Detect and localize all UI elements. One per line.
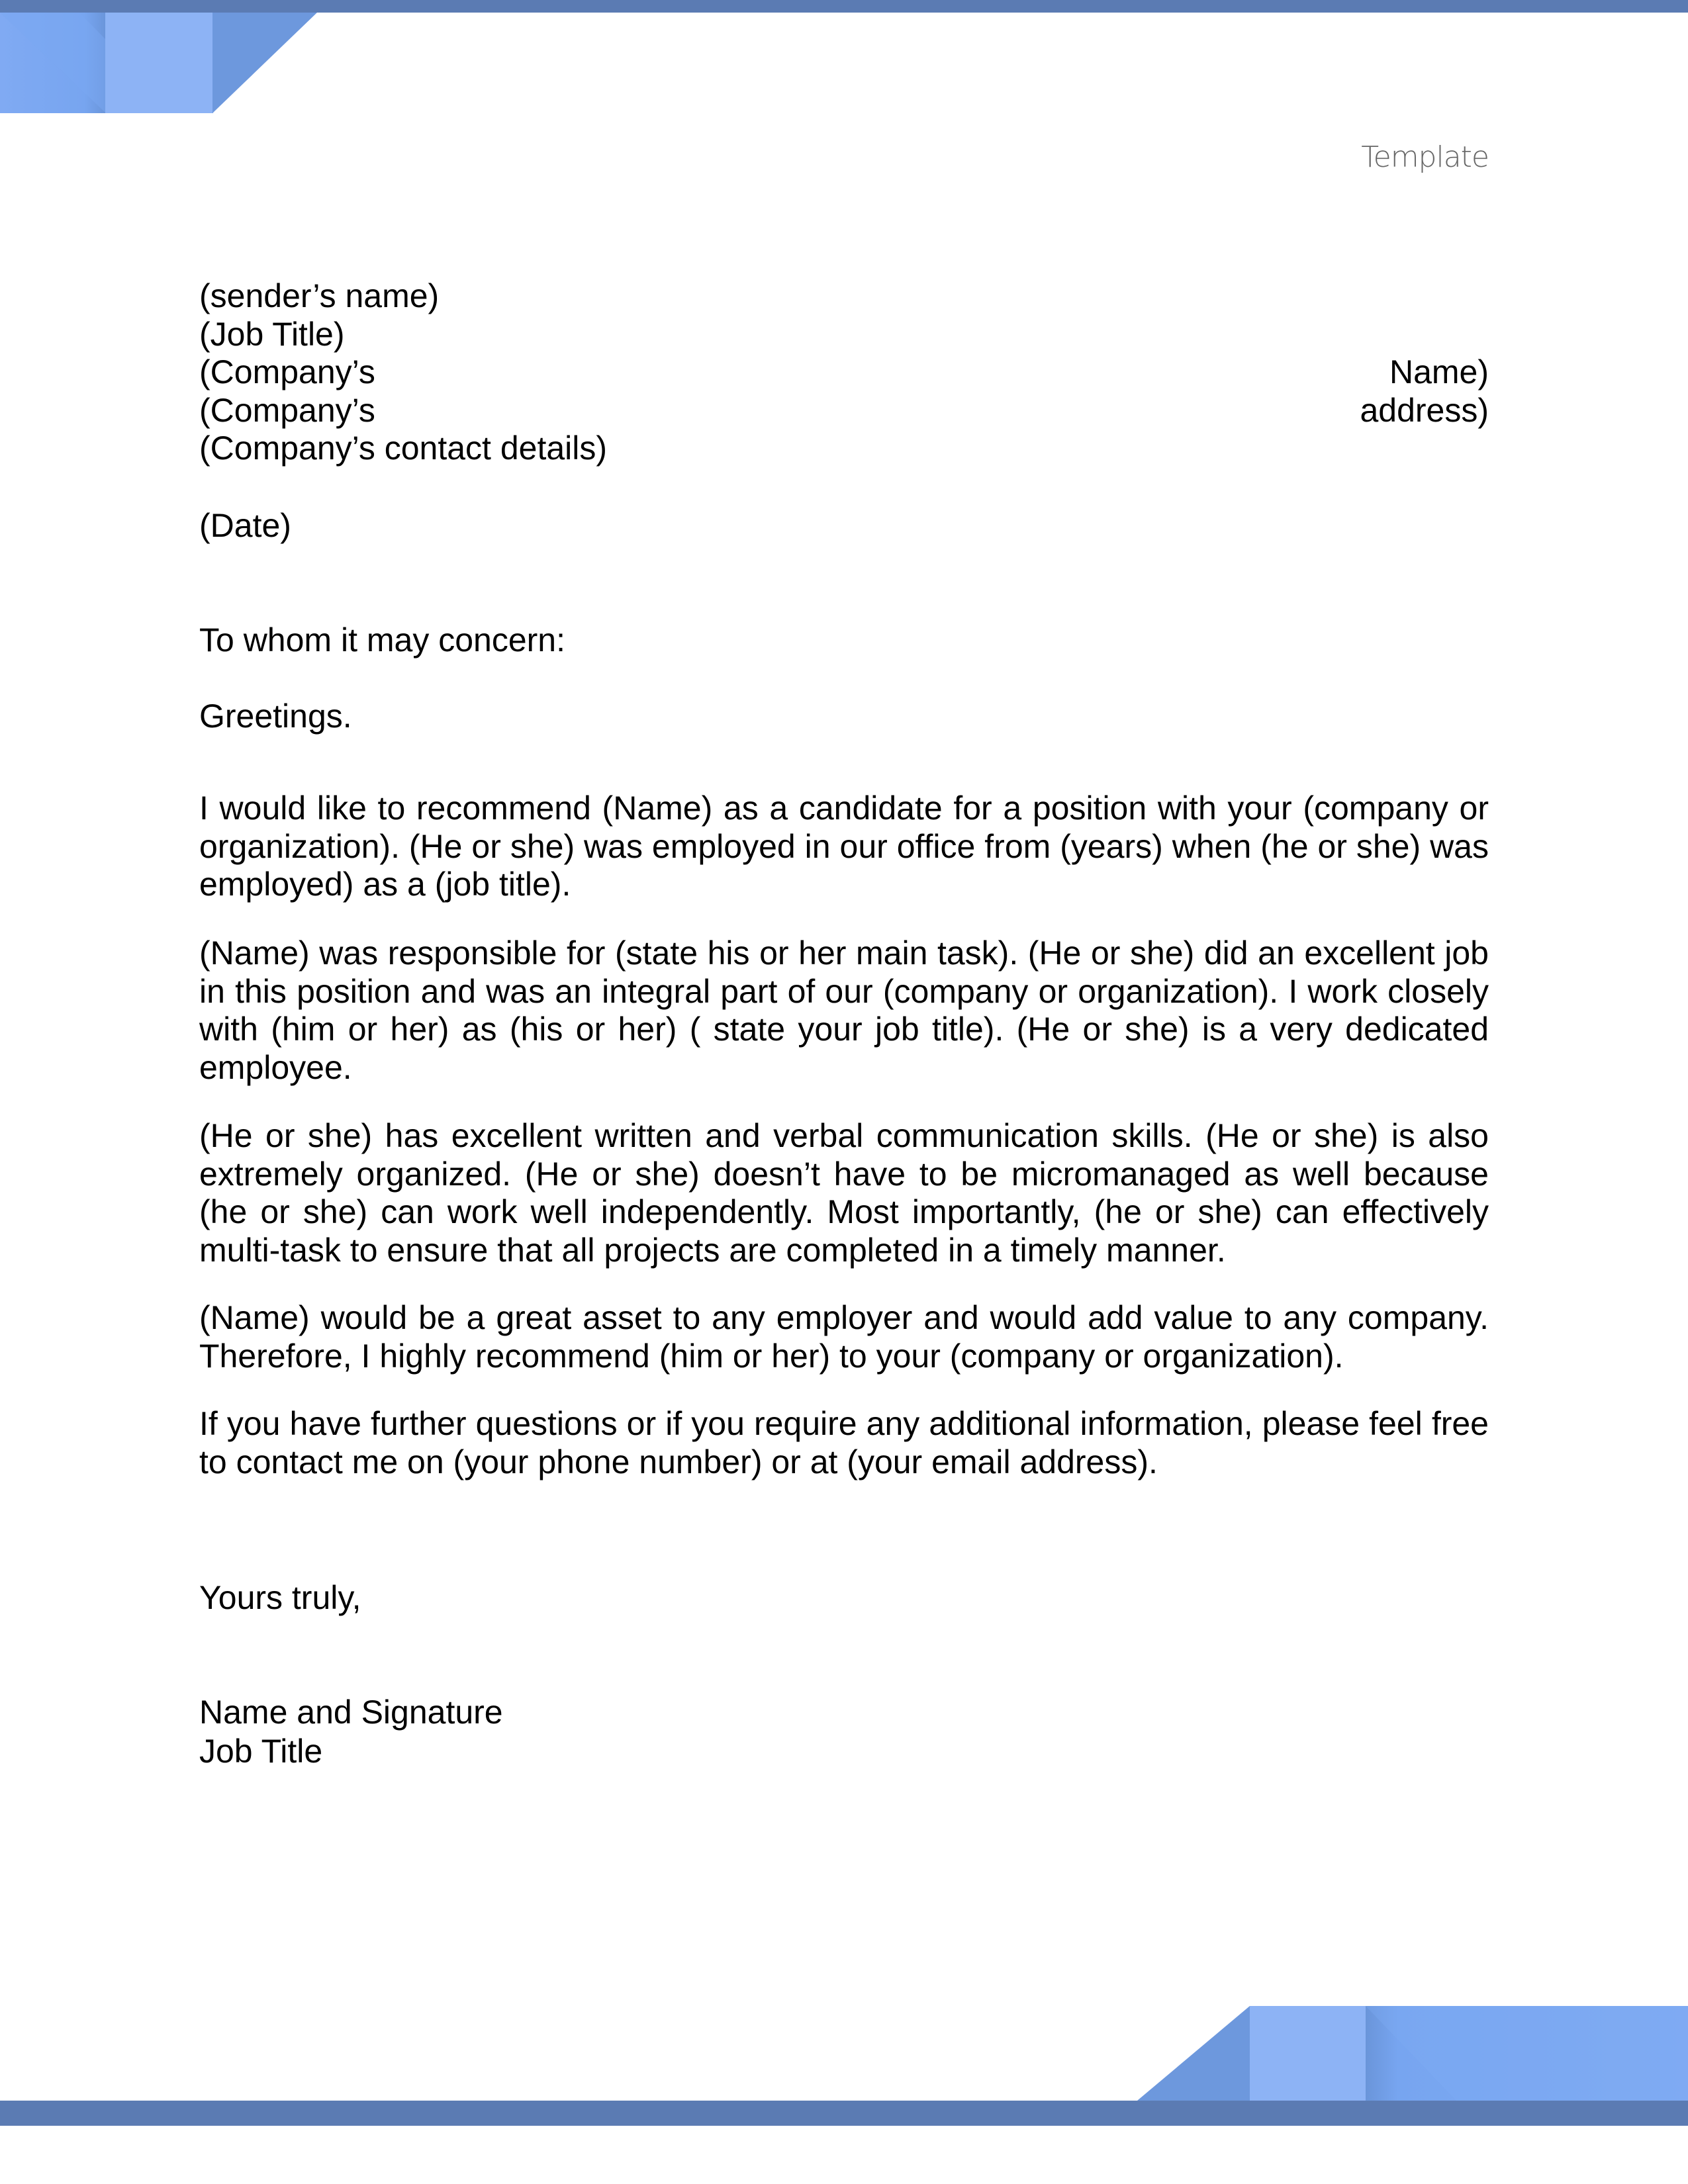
date: (Date) (199, 507, 291, 544)
header-decoration (0, 0, 1688, 116)
signature-job-title: Job Title (199, 1733, 323, 1770)
template-label: Template (1361, 140, 1489, 174)
paragraph-4: (Name) would be a great asset to any employer and would add value to any company. Therefore, I highly recommend (him or her) to your (company or organization). (199, 1299, 1489, 1375)
company-name-left: (Company’s (199, 353, 375, 390)
company-address (199, 392, 1489, 430)
sender-name: (sender’s name) (199, 277, 440, 314)
signature-name: Name and Signature (199, 1694, 503, 1731)
paragraph-5: If you have further questions or if you require any additional information, please feel free to contact me on (your phone number) or at (your email address). (199, 1405, 1489, 1480)
closing: Yours truly, (199, 1579, 361, 1616)
company-address-right: address) (1360, 391, 1489, 429)
company-contact: (Company’s contact details) (199, 430, 608, 467)
company-name-right: Name) (1389, 353, 1489, 390)
sender-block (199, 277, 1489, 468)
paragraph-2: (Name) was responsible for (state his or her main task). (He or she) did an excellent job in this position and was an integral part of our (company or organization). I work closely with (him or her) as (his or her) ( state your job title). (He or she) is a very dedicated employee. (199, 934, 1489, 1086)
salutation: To whom it may concern: (199, 621, 565, 659)
company-name (199, 353, 1489, 392)
sender-job-title: (Job Title) (199, 315, 345, 353)
company-address-left: (Company’s (199, 391, 375, 429)
greeting: Greetings. (199, 698, 352, 735)
paragraph-1: I would like to recommend (Name) as a candidate for a position with your (company or organization). (He or she) was employed in our office from (years) when (he or she) was employed) as a (job title). (199, 790, 1489, 903)
footer-decoration (0, 2002, 1688, 2128)
paragraph-3: (He or she) has excellent written and verbal communication skills. (He or she) is also extremely organized. (He or she) doesn’t have to be micromanaged as well because (he or she) can work well independently. Most importantly, (he or she) can effectively multi-task to ensure that all projects are completed in a timely manner. (199, 1117, 1489, 1269)
